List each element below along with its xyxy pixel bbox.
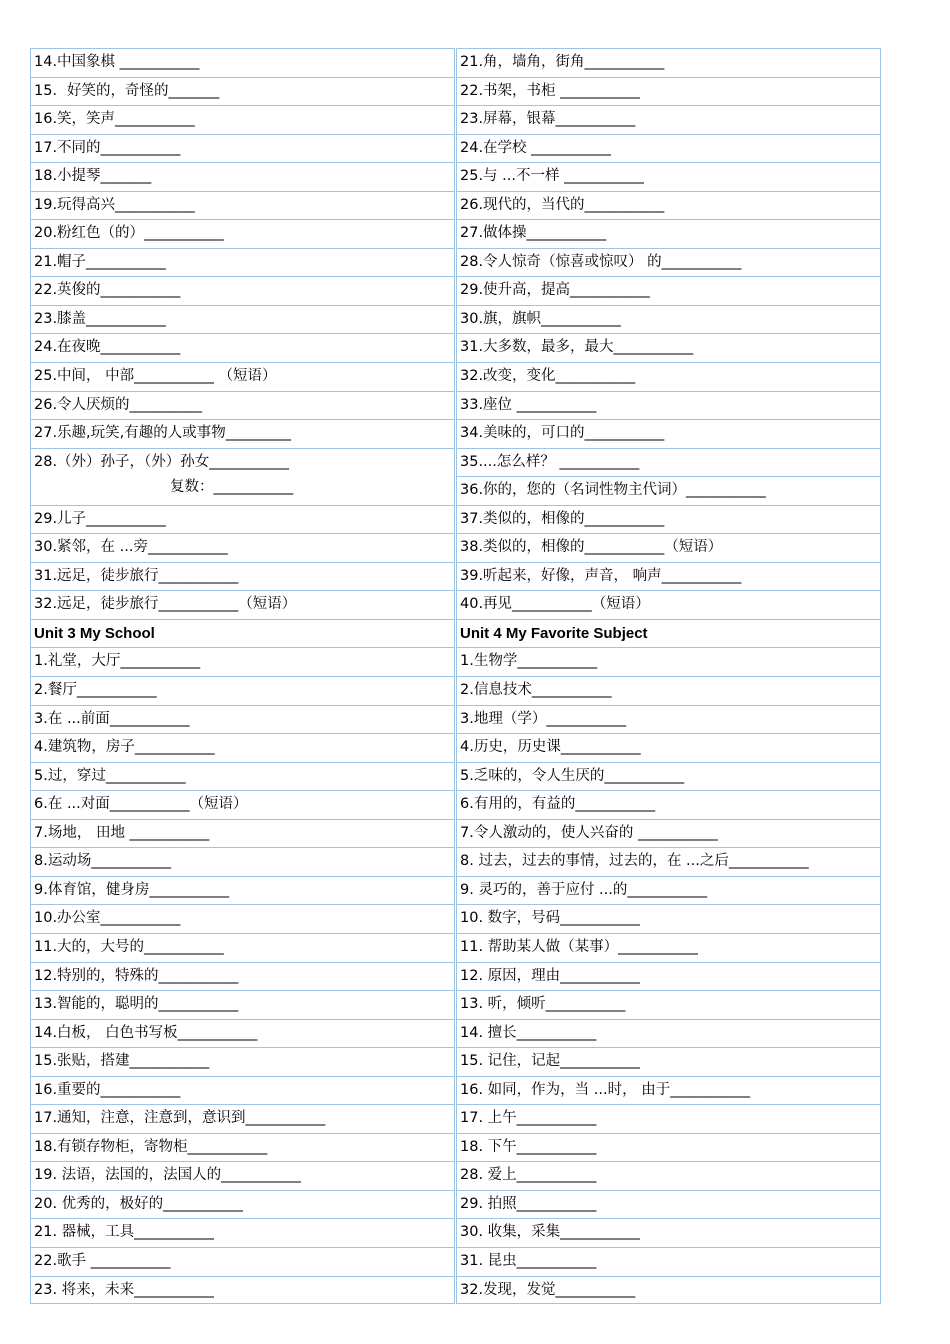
vocab-row xyxy=(31,219,454,248)
vocab-item: 16.重要的___________ xyxy=(34,1081,181,1098)
vocab-row xyxy=(31,362,454,391)
vocab-item: 29.儿子___________ xyxy=(34,510,166,527)
vocab-row xyxy=(457,276,880,305)
vocab-row xyxy=(457,647,880,676)
vocab-item: 1.礼堂，大厅___________ xyxy=(34,653,201,670)
vocab-row xyxy=(31,1190,454,1219)
vocab-row xyxy=(457,1047,880,1076)
vocab-item: 5.过，穿过___________ xyxy=(34,767,186,784)
vocab-row xyxy=(31,1047,454,1076)
vocab-row xyxy=(457,1133,880,1162)
vocab-row xyxy=(31,48,454,77)
vocab-item: 24.在夜晚___________ xyxy=(34,339,181,356)
vocab-item: 2.餐厅___________ xyxy=(34,682,157,699)
vocab-row xyxy=(31,162,454,191)
vocab-item: 7.令人激动的，使人兴奋的 ___________ xyxy=(460,824,718,841)
vocab-row xyxy=(31,1104,454,1133)
vocab-row xyxy=(457,305,880,334)
vocab-row xyxy=(31,590,454,619)
vocab-row xyxy=(457,1104,880,1133)
vocab-item: 21. 器械，工具___________ xyxy=(34,1224,214,1241)
vocab-item: 26.令人厌烦的__________ xyxy=(34,396,203,413)
right-column xyxy=(456,48,881,1304)
vocab-row xyxy=(457,333,880,362)
vocab-item: 28.（外）孙子，（外）孙女___________ xyxy=(34,453,290,470)
vocab-item: 34.美味的，可口的___________ xyxy=(460,425,665,442)
vocab-item: 11. 帮助某人做（某事）___________ xyxy=(460,938,698,955)
vocab-row xyxy=(457,248,880,277)
vocab-item: 16. 如同，作为，当 ...时， 由于___________ xyxy=(460,1081,750,1098)
vocab-item: 15. 记住，记起___________ xyxy=(460,1053,640,1070)
vocab-item: 20. 优秀的，极好的___________ xyxy=(34,1195,243,1212)
vocab-row xyxy=(457,933,880,962)
vocab-item: 38.类似的，相像的___________（短语） xyxy=(460,539,723,556)
vocab-item: 8. 过去，过去的事情，过去的，在 ...之后___________ xyxy=(460,853,809,870)
vocab-row xyxy=(31,847,454,876)
vocab-item: 32.发现，发觉___________ xyxy=(460,1281,636,1298)
vocab-item: 27.做体操___________ xyxy=(460,225,607,242)
vocab-item: 30. 收集，采集___________ xyxy=(460,1224,640,1241)
vocab-row xyxy=(457,1076,880,1105)
vocab-item: 11.大的，大号的___________ xyxy=(34,938,224,955)
vocab-item: 32.改变，变化___________ xyxy=(460,368,636,385)
vocab-item: 29. 拍照___________ xyxy=(460,1195,597,1212)
vocab-row xyxy=(457,48,880,77)
vocab-item: 30.紧邻，在 ...旁___________ xyxy=(34,539,228,556)
vocab-item: 31.远足，徒步旅行___________ xyxy=(34,567,239,584)
vocab-row xyxy=(31,705,454,734)
vocab-row xyxy=(457,476,880,505)
vocab-item: 23. 将来，未来___________ xyxy=(34,1281,214,1298)
vocab-item: 35....怎么样？ ___________ xyxy=(460,453,640,470)
vocab-row xyxy=(457,219,880,248)
vocab-item: 10.办公室___________ xyxy=(34,910,181,927)
vocab-row xyxy=(31,105,454,134)
vocab-row xyxy=(31,676,454,705)
vocab-item: 33.座位 ___________ xyxy=(460,396,597,413)
unit-heading-text: Unit 4 My Favorite Subject xyxy=(460,624,648,642)
vocab-row xyxy=(31,248,454,277)
vocab-item: 40.再见___________（短语） xyxy=(460,596,650,613)
vocab-row xyxy=(457,105,880,134)
vocab-item: 23.屏幕，银幕___________ xyxy=(460,111,636,128)
vocab-row xyxy=(457,362,880,391)
vocab-row xyxy=(31,733,454,762)
vocab-row xyxy=(457,505,880,534)
vocab-item: 4.建筑物，房子___________ xyxy=(34,739,215,756)
vocab-row xyxy=(457,419,880,448)
vocab-row xyxy=(31,647,454,676)
vocab-row xyxy=(457,705,880,734)
vocab-row xyxy=(31,762,454,791)
vocab-item: 27.乐趣,玩笑,有趣的人或事物_________ xyxy=(34,425,292,442)
vocab-item: 36.你的，您的（名词性物主代词）___________ xyxy=(460,482,766,499)
vocab-row xyxy=(31,448,454,505)
vocab-item: 21.角，墙角，街角___________ xyxy=(460,54,665,70)
vocab-item: 6.有用的，有益的___________ xyxy=(460,796,656,813)
vocab-item: 24.在学校 ___________ xyxy=(460,139,611,156)
vocab-row xyxy=(31,134,454,163)
vocab-item: 23.膝盖___________ xyxy=(34,310,166,327)
vocab-item: 20.粉红色（的）___________ xyxy=(34,225,224,242)
two-column-table xyxy=(30,48,881,1304)
vocab-row xyxy=(31,333,454,362)
vocab-item: 9. 灵巧的，善于应付 ...的___________ xyxy=(460,881,708,898)
vocab-item: 26.现代的，当代的___________ xyxy=(460,196,665,213)
left-column xyxy=(30,48,455,1304)
vocab-item: 22.歌手 ___________ xyxy=(34,1252,171,1269)
vocab-item: 21.帽子___________ xyxy=(34,253,166,270)
vocab-row xyxy=(457,733,880,762)
vocab-item: 39.听起来，好像，声音， 响声___________ xyxy=(460,567,742,584)
vocab-row xyxy=(31,1247,454,1276)
vocab-item: 4.历史，历史课___________ xyxy=(460,739,641,756)
vocab-row xyxy=(31,1019,454,1048)
vocab-row xyxy=(31,1133,454,1162)
vocab-row xyxy=(31,77,454,106)
vocab-item: 14.白板， 白色书写板___________ xyxy=(34,1024,258,1041)
vocab-row xyxy=(457,533,880,562)
vocab-row xyxy=(31,391,454,420)
vocab-row xyxy=(31,505,454,534)
vocab-row xyxy=(457,1161,880,1190)
vocab-item: 18.小提琴_______ xyxy=(34,168,152,185)
vocab-item: 12. 原因，理由___________ xyxy=(460,967,640,984)
vocab-row xyxy=(31,191,454,220)
vocab-row xyxy=(31,790,454,819)
vocab-row xyxy=(457,1190,880,1219)
unit-heading xyxy=(31,619,454,648)
vocab-item: 19.玩得高兴___________ xyxy=(34,196,195,213)
vocab-row xyxy=(31,933,454,962)
vocab-item: 25.与 ...不一样 ___________ xyxy=(460,168,644,185)
vocab-row xyxy=(457,876,880,905)
vocab-row xyxy=(31,1276,454,1305)
vocab-item: 5.乏味的，令人生厌的___________ xyxy=(460,767,685,784)
vocab-item: 3.在 ...前面___________ xyxy=(34,710,190,727)
vocab-item: 22.英俊的___________ xyxy=(34,282,181,299)
vocab-row xyxy=(457,904,880,933)
vocab-row xyxy=(457,847,880,876)
vocab-row xyxy=(31,990,454,1019)
vocab-item: 2.信息技术___________ xyxy=(460,682,612,699)
vocab-item: 28.令人惊奇（惊喜或惊叹） 的___________ xyxy=(460,253,742,270)
vocab-row xyxy=(31,276,454,305)
vocab-row xyxy=(31,419,454,448)
vocab-item: 19. 法语，法国的，法国人的___________ xyxy=(34,1167,301,1184)
vocab-item: 18.有锁存物柜，寄物柜___________ xyxy=(34,1138,268,1155)
vocab-item: 14. 擅长___________ xyxy=(460,1024,597,1041)
vocab-row xyxy=(457,1276,880,1305)
vocab-row xyxy=(457,676,880,705)
vocab-item: 29.使升高，提高___________ xyxy=(460,282,650,299)
vocab-item: 3.地理（学）___________ xyxy=(460,710,627,727)
vocab-row xyxy=(457,990,880,1019)
vocab-row xyxy=(31,1076,454,1105)
vocab-item: 6.在 ...对面___________（短语） xyxy=(34,796,248,813)
vocab-item: 13.智能的，聪明的___________ xyxy=(34,996,239,1013)
vocab-row xyxy=(31,904,454,933)
vocab-item: 28. 爱上___________ xyxy=(460,1167,597,1184)
vocab-row xyxy=(31,819,454,848)
vocab-row xyxy=(457,562,880,591)
vocab-row xyxy=(457,448,880,477)
vocab-row xyxy=(457,1019,880,1048)
vocab-row xyxy=(457,191,880,220)
vocab-item: 25.中间， 中部___________ （短语） xyxy=(34,368,277,385)
vocab-row xyxy=(457,1247,880,1276)
vocab-item: 10. 数字，号码___________ xyxy=(460,910,640,927)
vocab-row xyxy=(31,533,454,562)
vocab-row xyxy=(457,77,880,106)
vocab-item: 16.笑，笑声___________ xyxy=(34,111,195,128)
vocab-row xyxy=(457,134,880,163)
vocab-item: 31. 昆虫___________ xyxy=(460,1252,597,1269)
vocab-row xyxy=(457,1218,880,1247)
vocab-item: 15．好笑的，奇怪的_______ xyxy=(34,82,220,99)
plural-prompt: 复数：___________ xyxy=(170,478,294,495)
vocab-row xyxy=(457,762,880,791)
vocab-row xyxy=(31,1161,454,1190)
vocab-item: 17. 上午___________ xyxy=(460,1110,597,1127)
vocab-item: 15.张贴，搭建___________ xyxy=(34,1053,210,1070)
vocab-row xyxy=(457,819,880,848)
vocab-item: 17.不同的___________ xyxy=(34,139,181,156)
vocab-row xyxy=(31,1218,454,1247)
vocab-item: 14.中国象棋 ___________ xyxy=(34,54,200,70)
vocab-item: 9.体育馆，健身房___________ xyxy=(34,881,230,898)
unit-heading xyxy=(457,619,880,648)
vocab-row xyxy=(31,305,454,334)
vocab-item: 18. 下午___________ xyxy=(460,1138,597,1155)
vocab-row xyxy=(457,962,880,991)
vocab-item: 22.书架，书柜 ___________ xyxy=(460,82,640,99)
vocab-item: 7.场地， 田地 ___________ xyxy=(34,824,210,841)
vocab-row xyxy=(457,391,880,420)
vocabulary-sheet xyxy=(30,48,881,1304)
vocab-row xyxy=(457,790,880,819)
vocab-item: 12.特别的，特殊的___________ xyxy=(34,967,239,984)
vocab-row xyxy=(31,962,454,991)
vocab-item: 17.通知，注意，注意到，意识到___________ xyxy=(34,1110,326,1127)
unit-heading-text: Unit 3 My School xyxy=(34,624,155,642)
vocab-item: 13. 听，倾听___________ xyxy=(460,996,626,1013)
vocab-row xyxy=(457,590,880,619)
vocab-item: 37.类似的，相像的___________ xyxy=(460,510,665,527)
vocab-item: 30.旗，旗帜___________ xyxy=(460,310,621,327)
vocab-item: 31.大多数，最多，最大___________ xyxy=(460,339,694,356)
vocab-item: 1.生物学___________ xyxy=(460,653,598,670)
vocab-item: 8.运动场___________ xyxy=(34,853,172,870)
vocab-item: 32.远足，徒步旅行___________（短语） xyxy=(34,596,297,613)
vocab-row xyxy=(31,562,454,591)
vocab-row xyxy=(457,162,880,191)
vocab-row xyxy=(31,876,454,905)
